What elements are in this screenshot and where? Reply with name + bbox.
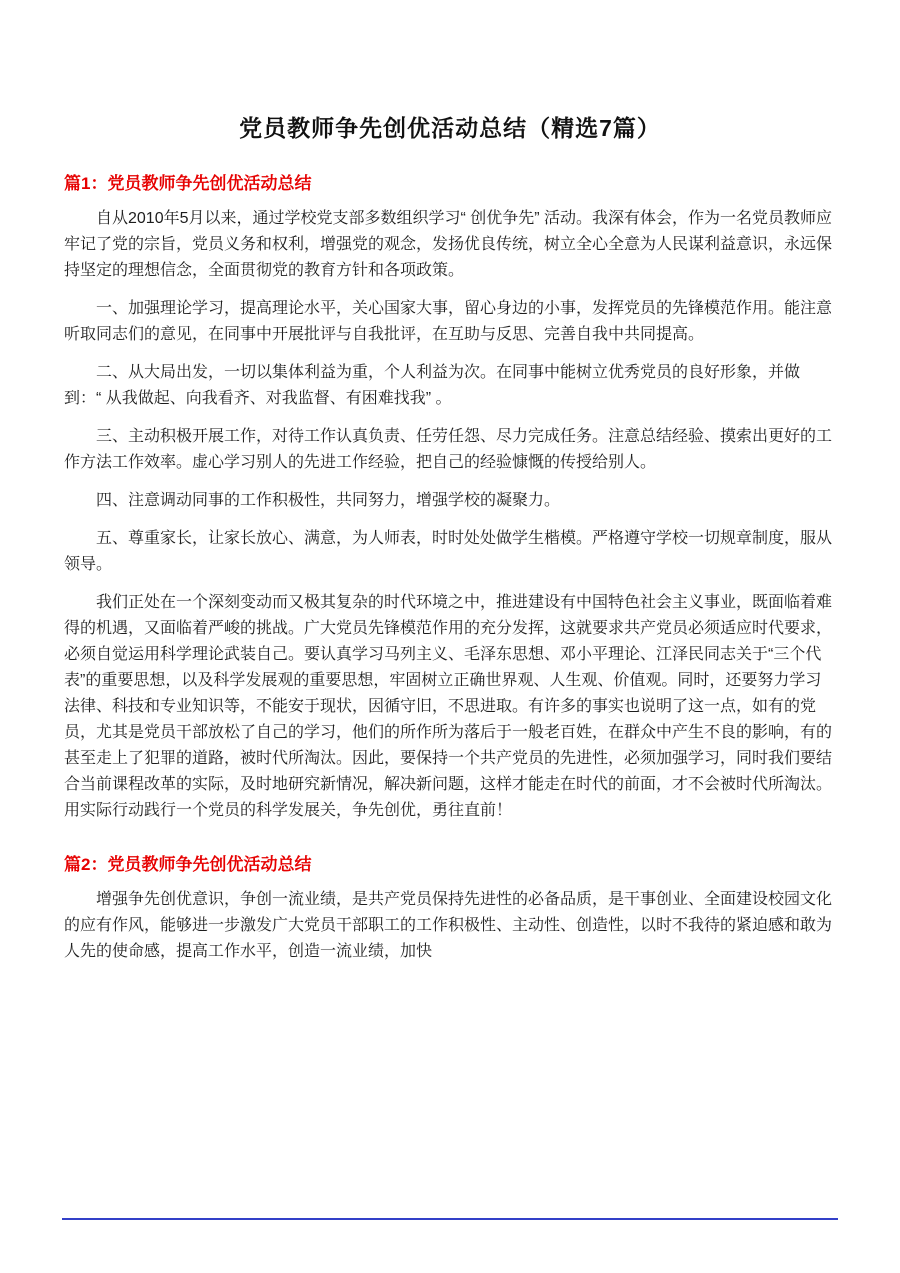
section-1-paragraph-1: 自从2010年5月以来，通过学校党支部多数组织学习“ 创优争先” 活动。我深有体会，作为一名党员教师应牢记了党的宗旨，党员义务和权利，增强党的观念，发扬优良传统，树立全心全意为人民谋利益意识，永远保持坚定的理想信念，全面贯彻党的教育方针和各项政策。 <box>64 210 833 279</box>
section-1-paragraph-2: 一、加强理论学习，提高理论水平，关心国家大事，留心身边的小事，发挥党员的先锋模范作用。能注意听取同志们的意见，在同事中开展批评与自我批评，在互助与反思、完善自我中共同提高。 <box>64 300 833 343</box>
section-1-paragraph-4: 三、主动积极开展工作，对待工作认真负责、任劳任怨、尽力完成任务。注意总结经验、摸索出更好的工作方法工作效率。虚心学习别人的先进工作经验，把自己的经验慷慨的传授给别人。 <box>64 428 833 471</box>
section-1-paragraph-3: 二、从大局出发，一切以集体利益为重，个人利益为次。在同事中能树立优秀党员的良好形象，并做到：“ 从我做起、向我看齐、对我监督、有困难找我” 。 <box>64 364 801 407</box>
section-1-paragraph-5: 四、注意调动同事的工作积极性，共同努力，增强学校的凝聚力。 <box>96 492 561 509</box>
section-1-heading: 篇1：党员教师争先创优活动总结 <box>64 174 312 193</box>
section-1-paragraph-6: 五、尊重家长，让家长放心、满意，为人师表，时时处处做学生楷模。严格遵守学校一切规章制度，服从领导。 <box>64 530 833 573</box>
footer-divider <box>62 1218 838 1220</box>
section-2-heading: 篇2：党员教师争先创优活动总结 <box>64 855 312 874</box>
page-title: 党员教师争先创优活动总结（精选7篇） <box>239 115 661 141</box>
section-1-paragraph-7: 我们正处在一个深刻变动而又极其复杂的时代环境之中，推进建设有中国特色社会主义事业，既面临着难得的机遇，又面临着严峻的挑战。广大党员先锋模范作用的充分发挥，这就要求共产党员必须适应时代要求，必须自觉运用科学理论武装自己。要认真学习马列主义、毛泽东思想、邓小平理论、江泽民同志关于“三个代表”的重要思想，以及科学发展观的重要思想，牢固树立正确世界观、人生观、价值观。同时，还要努力学习法律、科技和专业知识等，不能安于现状，因循守旧，不思进取。有许多的事实也说明了这一点，如有的党员，尤其是党员干部放松了自己的学习，他们的所作所为落后于一般老百姓，在群众中产生不良的影响，有的甚至走上了犯罪的道路，被时代所淘汰。因此，要保持一个共产党员的先进性，必须加强学习，同时我们要结合当前课程改革的实际，及时地研究新情况，解决新问题，这样才能走在时代的前面，才不会被时代所淘汰。用实际行动践行一个党员的科学发展关，争先创优，勇往直前！ <box>64 594 833 819</box>
section-2-paragraph-1: 增强争先创优意识，争创一流业绩，是共产党员保持先进性的必备品质，是干事创业、全面建设校园文化的应有作风，能够进一步激发广大党员干部职工的工作积极性、主动性、创造性，以时不我待的紧迫感和敢为人先的使命感，提高工作水平，创造一流业绩，加快 <box>64 891 833 960</box>
